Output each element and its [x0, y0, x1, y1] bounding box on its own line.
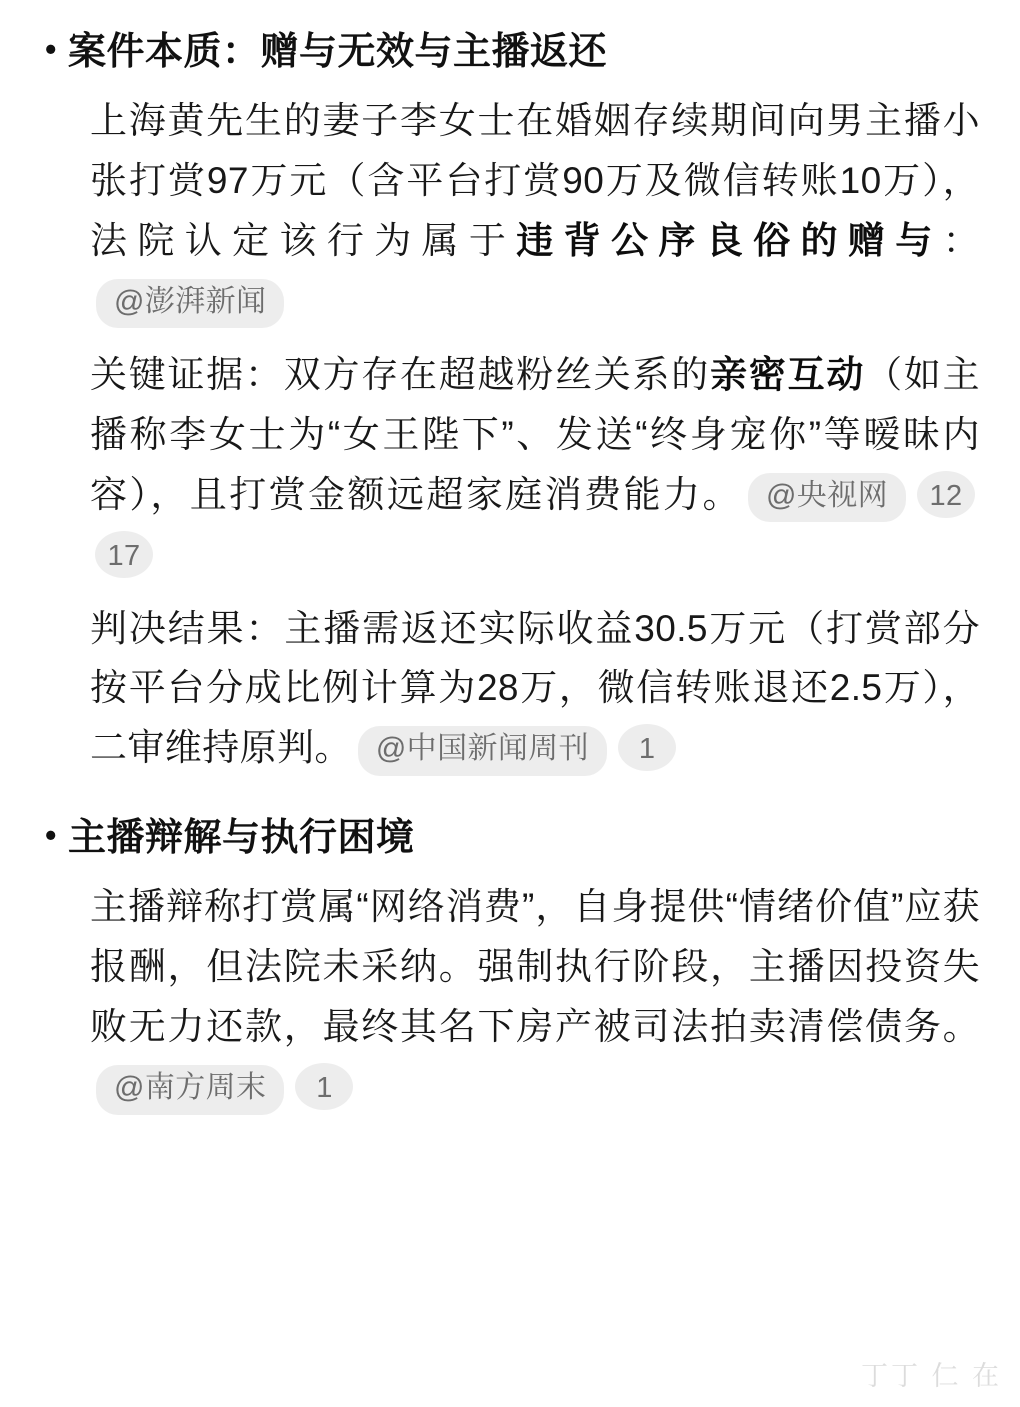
bullet-dot-icon: • [45, 31, 57, 67]
paragraph-text-lead: 关键证据：双方存在超越粉丝关系的 [90, 353, 711, 395]
section-anchor-defense [34, 810, 986, 1117]
paragraph-bold-emphasis: 亲密互动 [710, 353, 866, 395]
section-case-essence [34, 24, 986, 778]
paragraph-enforcement [34, 877, 986, 1117]
bullet-dot-icon: • [45, 817, 57, 854]
watermark: 丁丁 仁 在 [860, 1361, 1002, 1391]
section-heading-anchor-defense [34, 810, 986, 867]
reference-count-badge[interactable]: 1 [295, 1063, 353, 1110]
paragraph-text-lead: 主播辩称打赏属“网络消费”，自身提供“情绪价值”应获报酬，但法院未采纳。强制执行阶段，主播因投资失败无力还款，最终其名下房产被司法拍卖清偿债务。 [90, 886, 980, 1048]
source-tag[interactable]: @央视网 [748, 473, 906, 523]
reference-count-badge[interactable]: 12 [917, 471, 975, 518]
paragraph-text-lead: 判决结果：主播需返还实际收益30.5万元（打赏部分按平台分成比例计算为28万，微信转账退还2.5万），二审维持原判。 [90, 607, 980, 769]
paragraph-bold-emphasis: 违背公序良俗的赠与 [516, 219, 943, 261]
paragraph-text-tail: （如主播称李女士为“女王陛下”、发送“终身宠你”等暧昧内容），且打赏金额远超家庭消费能力。 [90, 353, 980, 515]
paragraph-text-tail: ： [942, 219, 980, 261]
section-spacer [34, 792, 986, 804]
reference-count-badge[interactable]: 17 [95, 531, 153, 578]
paragraph-case-facts [34, 91, 986, 331]
source-tag[interactable]: @澎湃新闻 [96, 279, 284, 329]
paragraph-text-lead: 上海黄先生的妻子李女士在婚姻存续期间向男主播小张打赏97万元（含平台打赏90万及微信转账10万），法院认定该行为属于 [90, 100, 980, 261]
section-heading-case-essence [34, 24, 986, 81]
section-heading-text: 主播辩解与执行困境 [68, 817, 415, 860]
source-tag[interactable]: @中国新闻周刊 [358, 726, 607, 776]
section-heading-text: 案件本质：赠与无效与主播返还 [68, 31, 608, 73]
reference-count-badge[interactable]: 1 [618, 724, 676, 771]
paragraph-key-evidence [34, 345, 986, 585]
paragraph-verdict [34, 599, 986, 779]
source-tag[interactable]: @南方周末 [96, 1065, 284, 1115]
